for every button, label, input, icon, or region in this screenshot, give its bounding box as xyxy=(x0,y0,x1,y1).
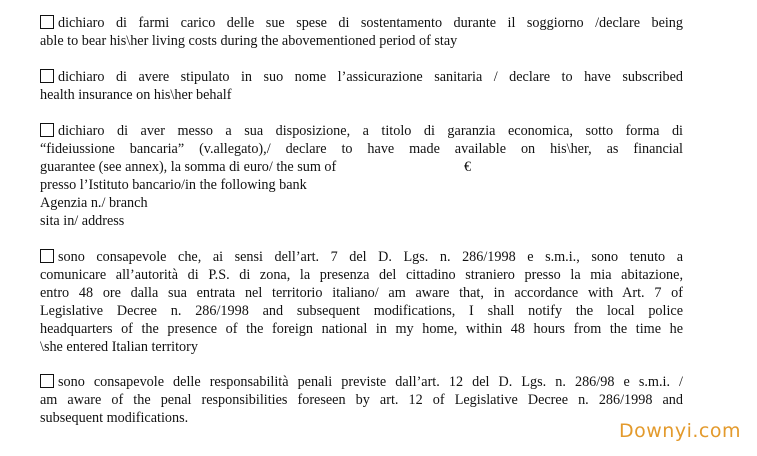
declaration-line: health insurance on his\her behalf xyxy=(40,87,232,103)
declaration-police-notification xyxy=(40,248,683,356)
bank-field-label: presso l’Istituto bancario/in the following bank xyxy=(40,177,307,193)
branch-field-label: Agenzia n./ branch xyxy=(40,195,148,211)
declaration-form xyxy=(40,14,683,445)
declaration-line: am aware of the penal responsibilities foreseen by art. 12 of Legislative Decree n. 286/1998 and xyxy=(40,392,683,408)
checkbox-bank-guarantee[interactable] xyxy=(40,123,54,137)
declaration-line: \she entered Italian territory xyxy=(40,339,198,355)
declaration-bank-guarantee xyxy=(40,122,683,230)
declaration-line: able to bear his\her living costs during the abovementioned period of stay xyxy=(40,33,458,49)
checkbox-police-notification[interactable] xyxy=(40,249,54,263)
declaration-line: headquarters of the presence of the foreign national in my home, within 48 hours from the time he xyxy=(40,321,683,337)
declaration-line: dichiaro di aver messo a sua disposizione, a titolo di garanzia economica, sotto forma di xyxy=(40,122,683,140)
checkbox-health-insurance[interactable] xyxy=(40,69,54,83)
declaration-penal-responsibility xyxy=(40,373,683,427)
checkbox-living-costs[interactable] xyxy=(40,15,54,29)
declaration-line: sono consapevole che, ai sensi dell’art. 7 del D. Lgs. n. 286/1998 e s.m.i., sono tenuto a xyxy=(40,248,683,266)
declaration-line: comunicare all’autorità di P.S. di zona, la presenza del cittadino straniero presso la mia abitazione, xyxy=(40,267,683,283)
declaration-line: sono consapevole delle responsabilità penali previste dall’art. 12 del D. Lgs. n. 286/98 e s.m.i. / xyxy=(40,373,683,391)
watermark-logo: Downyi.com xyxy=(619,420,741,442)
euro-symbol: € xyxy=(464,159,472,175)
declaration-line: “fideiussione bancaria” (v.allegato),/ declare to have made available on his\her, as financial xyxy=(40,141,683,157)
declaration-health-insurance xyxy=(40,68,683,104)
declaration-line: dichiaro di farmi carico delle sue spese di sostentamento durante il soggiorno /declare being xyxy=(40,14,683,32)
address-field-label: sita in/ address xyxy=(40,213,125,229)
declaration-line: guarantee (see annex), la somma di euro/ the sum of € xyxy=(40,159,472,175)
declaration-line: Legislative Decree n. 286/1998 and subsequent modifications, I shall notify the local police xyxy=(40,303,683,319)
declaration-line: subsequent modifications. xyxy=(40,410,189,426)
declaration-line: entro 48 ore dalla sua entrata nel territorio italiano/ am aware that, in accordance with Art. 7 of xyxy=(40,285,683,301)
declaration-line: dichiaro di avere stipulato in suo nome l’assicurazione sanitaria / declare to have subscribed xyxy=(40,68,683,86)
declaration-living-costs xyxy=(40,14,683,50)
checkbox-penal-responsibility[interactable] xyxy=(40,374,54,388)
